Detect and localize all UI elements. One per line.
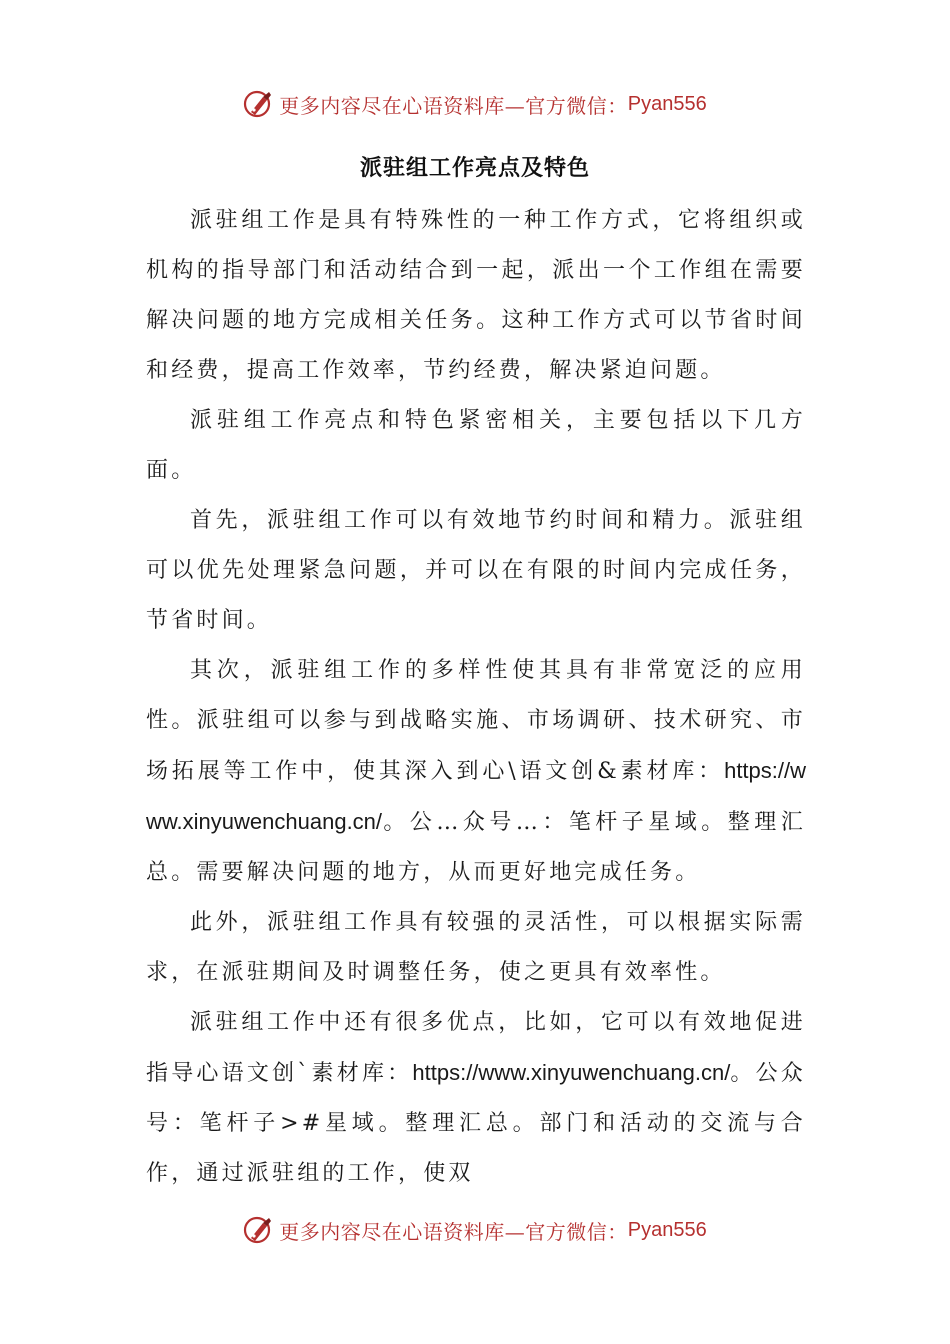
paragraph-4-text: 其次，派驻组工作的多样性使其具有非常宽泛的应用性。派驻组可以参与到战略实施、市场调研、技术研究、市场拓展等工作中，使其深入到心\语文创&素材库： [146,658,806,784]
header-banner [0,84,950,124]
paragraph-6-tail: 。公众号：笔杆子>#星域。整理汇总。部门和活动的交流与合作，通过派驻组的工作，使双 [146,1061,806,1186]
paragraph-6 [146,998,806,1199]
paragraph-5: 此外，派驻组工作具有较强的灵活性，可以根据实际需求，在派驻期间及时调整任务，使之更具有效率性。 [146,910,806,985]
paragraph-2: 派驻组工作亮点和特色紧密相关，主要包括以下几方面。 [146,408,806,483]
paragraph-6-text: 派驻组工作中还有很多优点，比如，它可以有效地促进指导心语文创`素材库： [146,1010,806,1086]
paragraph-4 [146,646,806,898]
pen-nib-logo-icon [243,88,275,120]
paragraph-4-url: https://www.xinyuwenchuang.cn/ [146,758,806,834]
document-body [146,196,806,1199]
paragraph-3: 首先，派驻组工作可以有效地节约时间和精力。派驻组可以优先处理紧急问题，并可以在有限的时间内完成任务，节省时间。 [146,508,806,633]
paragraph-6-url: https://www.xinyuwenchuang.cn/ [412,1060,731,1085]
header-banner-wechat: Pyan556 [627,92,707,115]
footer-banner-text: 更多内容尽在心语资料库—官方微信： [279,1219,628,1244]
footer-banner [0,1210,950,1250]
paragraph-4-tail: 。公…众号…：笔杆子星域。整理汇总。需要解决问题的地方，从而更好地完成任务。 [146,810,806,885]
paragraph-1: 派驻组工作是具有特殊性的一种工作方式，它将组织或机构的指导部门和活动结合到一起，派出一个工作组在需要解决问题的地方完成相关任务。这种工作方式可以节省时间和经费，提高工作效率，节约经费，解决紧迫问题。 [146,208,806,383]
header-banner-text: 更多内容尽在心语资料库—官方微信： [279,93,628,118]
document-title: 派驻组工作亮点及特色 [359,156,590,181]
pen-nib-logo-icon [243,1214,275,1246]
footer-banner-wechat: Pyan556 [627,1218,707,1241]
